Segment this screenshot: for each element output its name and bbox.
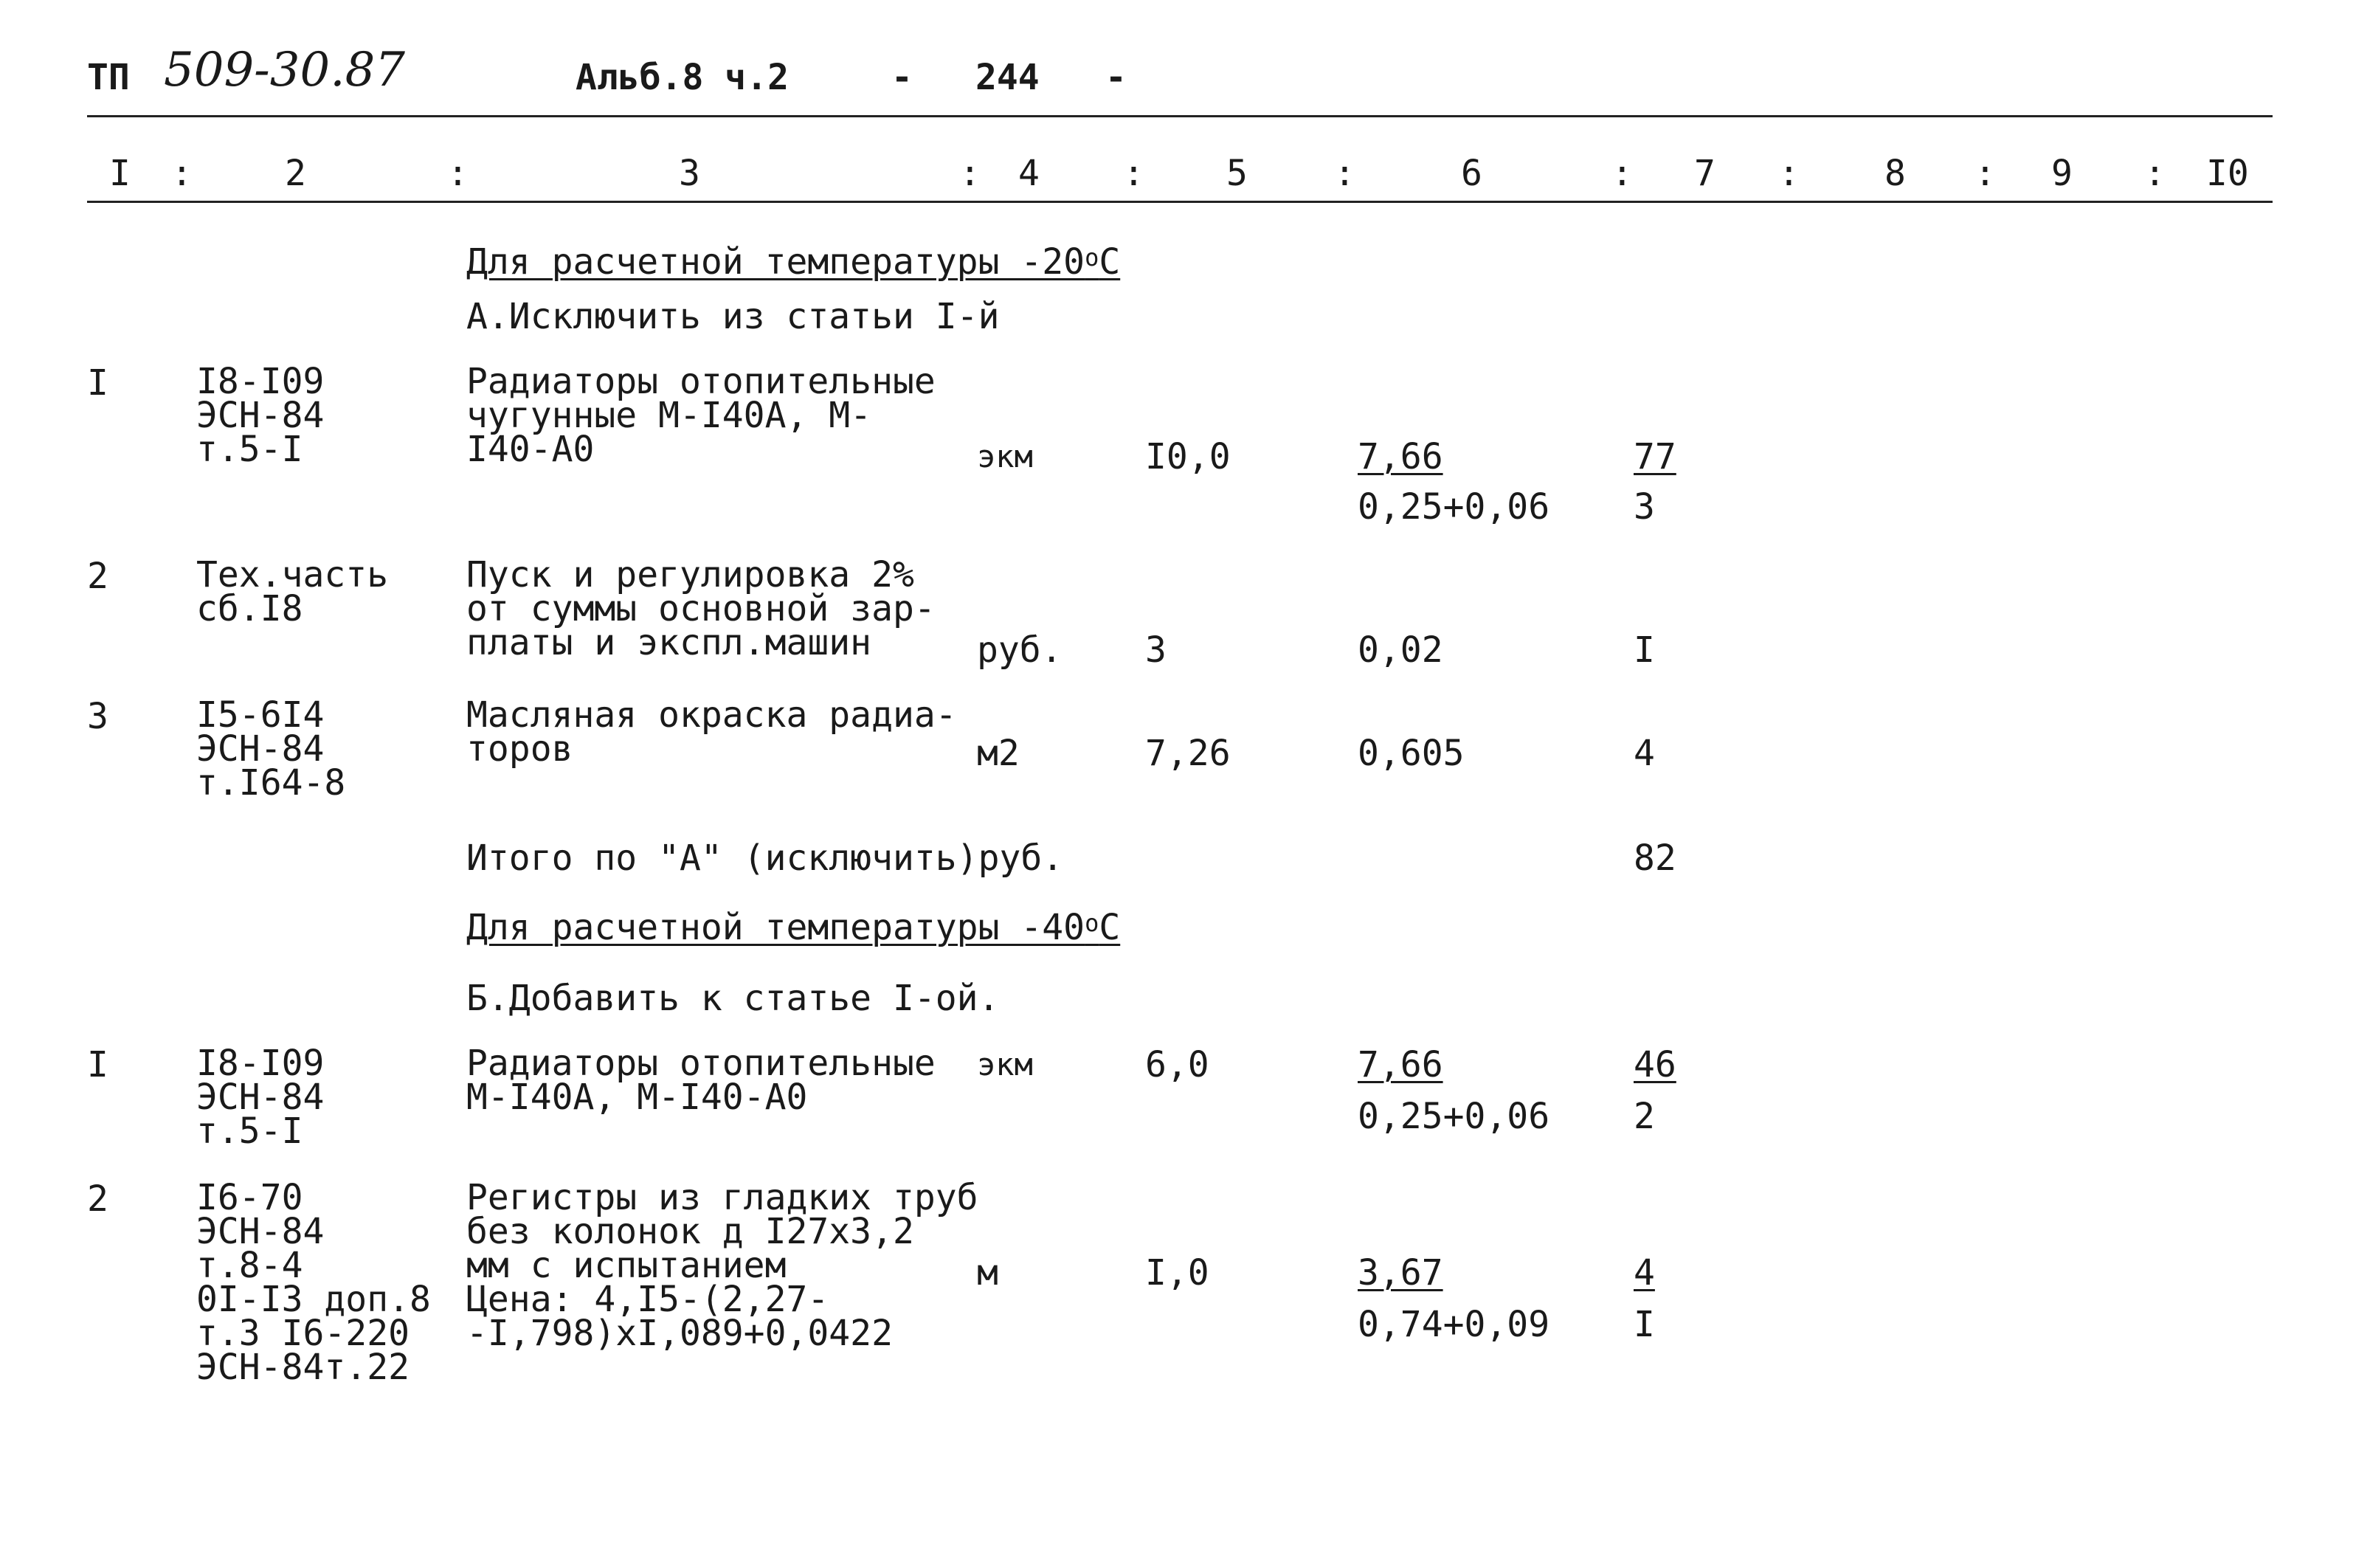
col-4: 4 <box>1018 153 1040 194</box>
row-total-top: 4 <box>1634 733 1655 774</box>
row-total-top: 4 <box>1634 1252 1655 1294</box>
row-number: I <box>87 362 108 404</box>
section-a-total-label: Итого по "А" (исключить)руб. <box>466 837 1064 879</box>
row-price-top: 3,67 <box>1358 1252 1443 1294</box>
header-dash-2: - <box>1105 57 1127 98</box>
row-price-top: 7,66 <box>1358 436 1443 477</box>
row-code: I8-I09 ЭСН-84 т.5-I <box>196 1043 325 1152</box>
col-9: 9 <box>2051 153 2073 194</box>
col-3: 3 <box>679 153 700 194</box>
row-price-top: 0,02 <box>1358 629 1443 671</box>
row-quantity: 6,0 <box>1145 1044 1209 1085</box>
row-number: I <box>87 1044 108 1085</box>
col-6: 6 <box>1461 153 1482 194</box>
row-number: 3 <box>87 696 108 737</box>
row-total-bottom: 2 <box>1634 1096 1655 1137</box>
row-number: 2 <box>87 556 108 597</box>
col-sep: : <box>1334 153 1355 194</box>
tp-label: ТП <box>87 57 130 98</box>
degree-sign: o <box>1085 244 1099 272</box>
header <box>87 43 1127 109</box>
col-sep: : <box>1974 153 1996 194</box>
col-sep: : <box>1123 153 1144 194</box>
section-a-total-value: 82 <box>1634 837 1676 879</box>
header-dash-1: - <box>891 57 913 98</box>
header-rule <box>87 115 2273 117</box>
row-description: Пуск и регулировка 2% от суммы основной зар- платы и экспл.машин <box>466 554 936 663</box>
row-price-top: 0,605 <box>1358 733 1465 774</box>
row-price-top: 7,66 <box>1358 1044 1443 1085</box>
row-total-bottom: I <box>1634 1304 1655 1345</box>
row-price-bottom: 0,25+0,06 <box>1358 1096 1550 1137</box>
col-8: 8 <box>1884 153 1906 194</box>
column-header-row <box>0 155 2353 199</box>
row-unit: м2 <box>977 733 1020 774</box>
album-label: Альб.8 ч.2 <box>576 57 789 98</box>
section-b-heading: Для расчетной температуры -40$^o$С <box>466 907 1121 948</box>
row-quantity: I,0 <box>1145 1252 1209 1294</box>
col-7: 7 <box>1694 153 1715 194</box>
col-sep: : <box>2144 153 2166 194</box>
row-description: Радиаторы отопительные чугунные М-I40А, М- I40-А0 <box>466 361 936 470</box>
row-code: I8-I09 ЭСН-84 т.5-I <box>196 361 325 470</box>
col-sep: : <box>1611 153 1633 194</box>
row-total-top: I <box>1634 629 1655 671</box>
row-total-top: 77 <box>1634 436 1676 477</box>
row-code: I6-70 ЭСН-84 т.8-4 0I-I3 доп.8 т.3 I6-220 ЭСН-84т.22 <box>196 1177 431 1388</box>
section-a-instruction: А.Исключить из статьи I-й <box>466 296 1000 337</box>
col-1: I <box>109 153 131 194</box>
row-quantity: 3 <box>1145 629 1167 671</box>
section-a-heading: Для расчетной температуры -20$^o$С <box>466 241 1121 283</box>
col-sep: : <box>447 153 469 194</box>
row-unit: экм <box>977 438 1033 474</box>
col-2: 2 <box>285 153 306 194</box>
row-unit: руб. <box>977 629 1063 671</box>
row-code: I5-6I4 ЭСН-84 т.I64-8 <box>196 694 346 804</box>
row-quantity: 7,26 <box>1145 733 1231 774</box>
row-description: Радиаторы отопительные М-I40А, М-I40-А0 <box>466 1043 936 1118</box>
degree-sign: o <box>1085 909 1099 937</box>
row-total-top: 46 <box>1634 1044 1676 1085</box>
row-quantity: I0,0 <box>1145 436 1231 477</box>
tp-number-handwritten: 509-30.87 <box>164 43 405 97</box>
row-number: 2 <box>87 1178 108 1220</box>
row-unit: экм <box>977 1046 1033 1082</box>
row-unit: м <box>977 1252 998 1294</box>
section-b-instruction: Б.Добавить к статье I-ой. <box>466 978 1000 1019</box>
col-sep: : <box>959 153 981 194</box>
row-total-bottom: 3 <box>1634 486 1655 528</box>
col-10: I0 <box>2206 153 2249 194</box>
row-description: Масляная окраска радиа- торов <box>466 694 957 770</box>
col-sep: : <box>1778 153 1800 194</box>
row-code: Тех.часть сб.I8 <box>196 554 389 629</box>
column-header-rule <box>87 201 2273 203</box>
row-price-bottom: 0,25+0,06 <box>1358 486 1550 528</box>
col-sep: : <box>171 153 193 194</box>
page-number: 244 <box>975 57 1040 98</box>
col-5: 5 <box>1226 153 1248 194</box>
row-price-bottom: 0,74+0,09 <box>1358 1304 1550 1345</box>
row-description: Регистры из гладких труб без колонок д I27х3,2 мм с испытанием Цена: 4,I5-(2,27- -I,798)хI,089+0,0422 <box>466 1177 978 1354</box>
